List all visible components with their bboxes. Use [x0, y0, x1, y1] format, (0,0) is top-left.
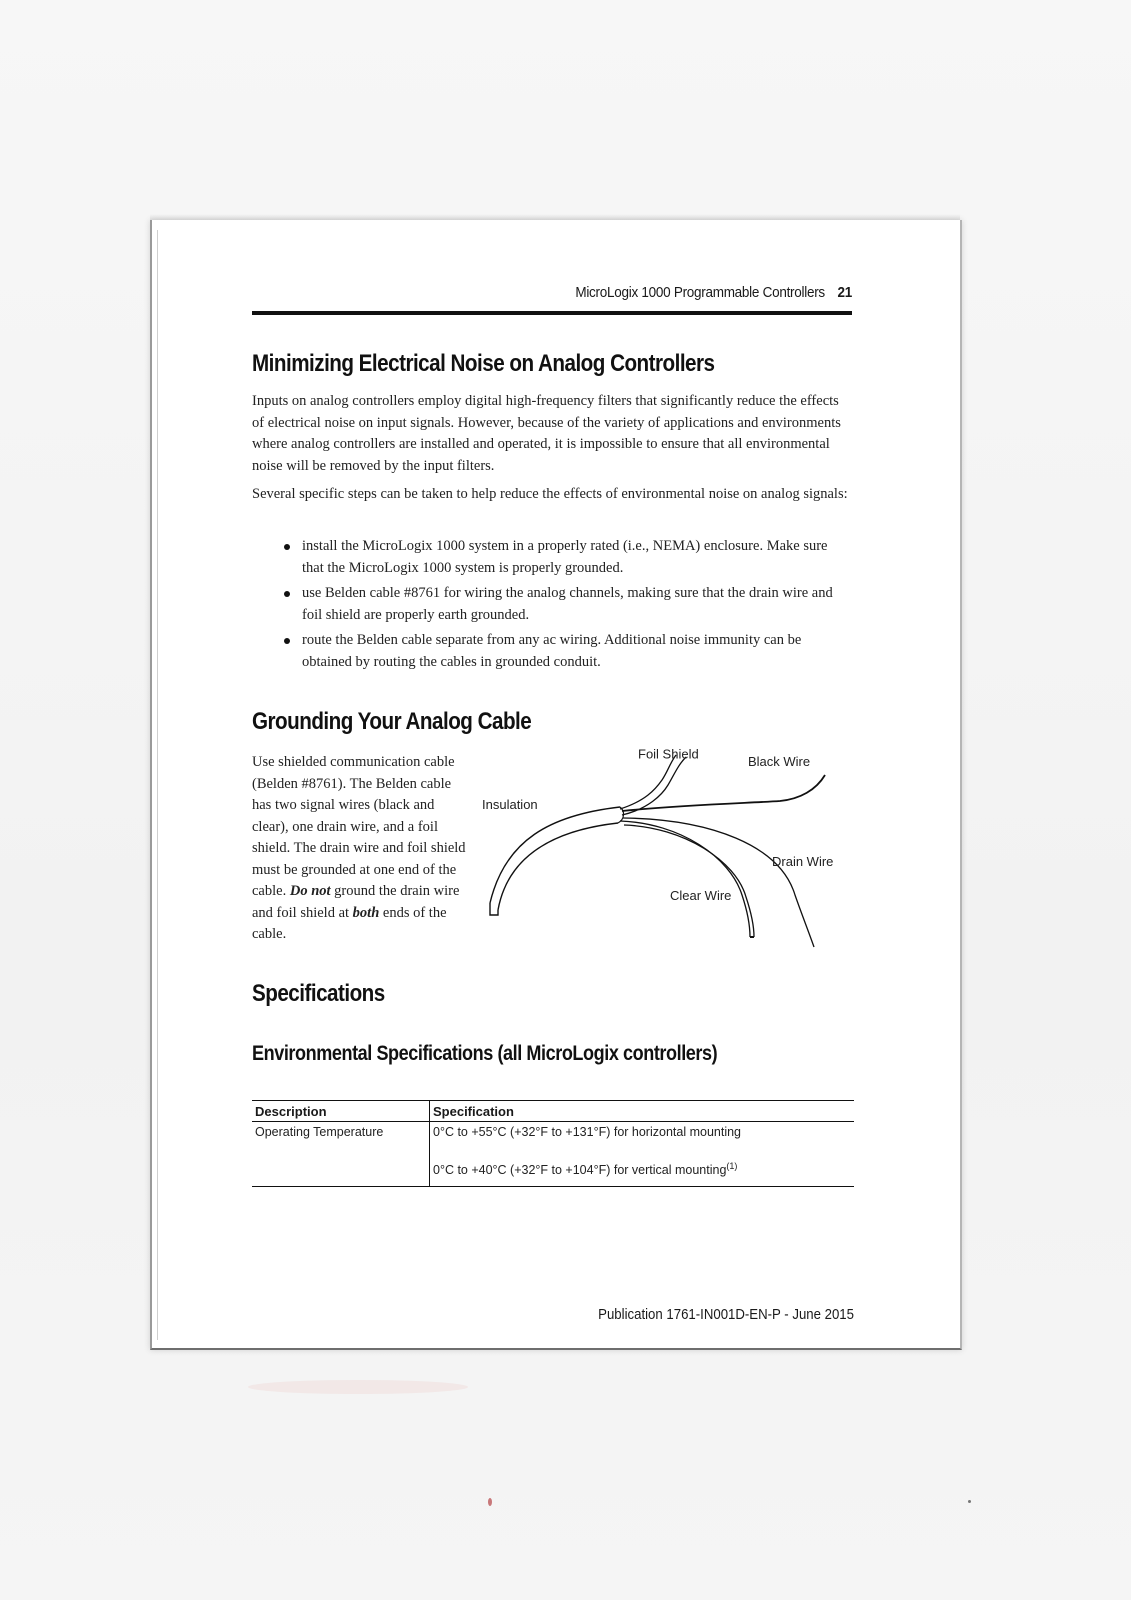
table-row	[252, 1122, 854, 1187]
spec-horizontal-mounting: 0°C to +55°C (+32°F to +131°F) for horizontal mounting	[433, 1125, 742, 1139]
insulation-inner-line	[498, 823, 618, 910]
section-heading-noise: Minimizing Electrical Noise on Analog Controllers	[252, 350, 715, 377]
cell-description: Operating Temperature	[252, 1122, 430, 1187]
label-black-wire: Black Wire	[748, 754, 811, 769]
column-header-description: Description	[252, 1101, 430, 1122]
grounding-text-3: ends of the cable.	[252, 904, 447, 942]
header-rule	[252, 311, 852, 315]
table-header-row	[252, 1101, 854, 1122]
list-item	[302, 583, 852, 626]
clear-wire-line-b	[624, 825, 754, 937]
list-item-text: route the Belden cable separate from any ac wiring. Additional noise immunity can be obtained by routing the cables in grounded conduit.	[302, 632, 802, 670]
scan-smudge	[248, 1380, 468, 1394]
noise-steps-list	[302, 536, 852, 677]
emphasis-do-not: Do not	[289, 883, 331, 899]
label-drain-wire: Drain Wire	[772, 854, 834, 869]
insulation-end	[490, 903, 498, 915]
paragraph-noise-intro: Inputs on analog controllers employ digital high-frequency filters that significantly reduce the effects of electrical noise on input signals. However, because of the variety of applications and environments where analog controllers are installed and operated, it is impossible to ensure that all environmental noise will be removed by the input filters.	[252, 393, 841, 474]
page-edge-line	[157, 230, 158, 1340]
list-item-text: use Belden cable #8761 for wiring the analog channels, making sure that the drain wire and foil shield are properly earth grounded.	[302, 585, 833, 623]
black-wire-line	[622, 775, 825, 811]
label-foil-shield: Foil Shield	[638, 746, 699, 762]
spec-vertical-mounting	[433, 1161, 850, 1177]
list-item	[302, 536, 852, 579]
section-heading-specifications: Specifications	[252, 980, 385, 1007]
grounding-text-2: ground the drain wire and foil shield at	[252, 883, 460, 921]
environmental-spec-table	[252, 1100, 854, 1187]
page-number: 21	[837, 284, 852, 301]
paragraph-grounding	[252, 752, 472, 946]
label-clear-wire: Clear Wire	[670, 888, 732, 903]
spec-vertical-text: 0°C to +40°C (+32°F to +104°F) for vertical mounting	[433, 1163, 727, 1178]
foil-shield-line-a	[620, 755, 676, 809]
cable-diagram	[480, 745, 860, 975]
footnote-marker: (1)	[726, 1161, 738, 1171]
scan-speck	[488, 1498, 492, 1506]
drain-wire-line	[623, 818, 814, 947]
bullet-icon	[284, 638, 290, 644]
list-item-text: install the MicroLogix 1000 system in a properly rated (i.e., NEMA) enclosure. Make sure that the MicroLogix 1000 system is properly grounded.	[302, 538, 828, 576]
insulation-outer-line	[490, 807, 620, 903]
scan-speck	[968, 1500, 971, 1503]
running-head	[312, 284, 852, 301]
running-head-title: MicroLogix 1000 Programmable Controllers	[575, 284, 825, 301]
publication-footer: Publication 1761-IN001D-EN-P - June 2015	[598, 1306, 854, 1323]
subheading-environmental-specs: Environmental Specifications (all MicroLogix controllers)	[252, 1042, 718, 1065]
label-insulation: Insulation	[482, 797, 538, 812]
cell-specification	[430, 1122, 855, 1187]
list-item	[302, 630, 852, 673]
column-header-specification: Specification	[430, 1101, 855, 1122]
bullet-icon	[284, 591, 290, 597]
emphasis-both: both	[352, 904, 380, 921]
grounding-text-1: Use shielded communication cable (Belden #8761). The Belden cable has two signal wires (black and clear), one drain wire, and a foil shield. The drain wire and foil shield must be grounded at one end of the cable.	[252, 754, 466, 899]
paragraph-noise-steps: Several specific steps can be taken to help reduce the effects of environmental noise on analog signals:	[252, 486, 848, 502]
section-heading-grounding: Grounding Your Analog Cable	[252, 708, 532, 735]
bullet-icon	[284, 544, 290, 550]
